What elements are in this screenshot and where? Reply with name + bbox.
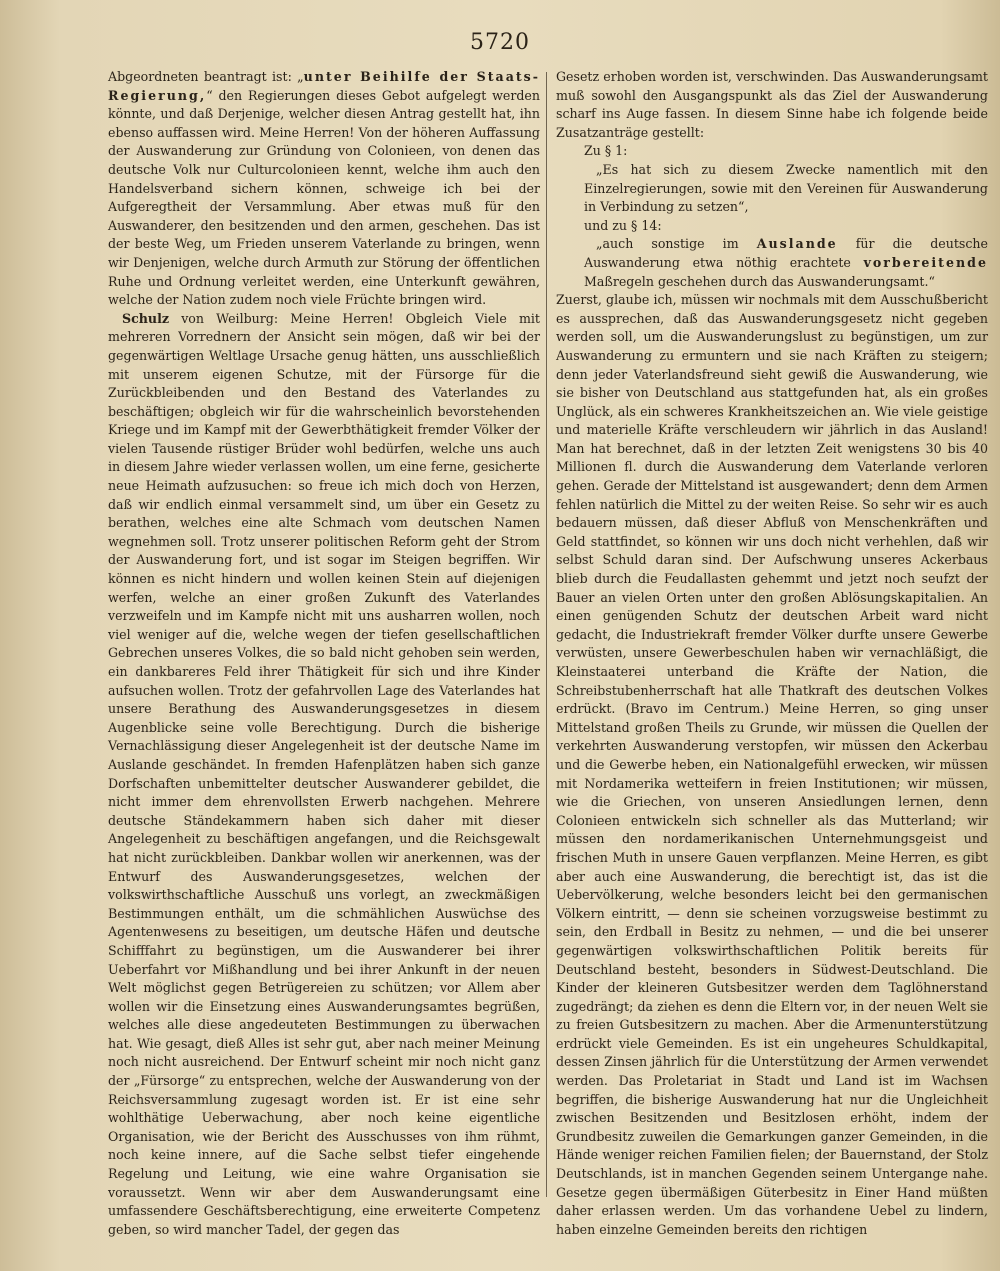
- amendment-quote: „Es hat sich zu diesem Zwecke namentlich mit den Einzelregierungen, sowie mit den Vereinen für Auswanderung in Verbindung zu setzen“,: [584, 161, 988, 215]
- emphasized-text: vorbereitende: [863, 254, 988, 270]
- emphasized-text: Auslande: [756, 236, 838, 252]
- amendment-label: und zu § 14:: [584, 217, 662, 233]
- text-run: „auch sonstige im: [596, 236, 757, 252]
- paragraph: [108, 310, 540, 1240]
- right-column: [556, 68, 988, 1237]
- text-run: “ den Regierungen dieses Gebot aufgelegt werden könnte, und daß Derjenige, welcher diesen Antrag gestellt hat, ihn ebenso auffassen wird. Meine Herren! Von der höheren Auffassung der Auswanderung zur Gründung von Colonieen, von denen das deutsche Volk nur Culturcolonieen kennt, welche ihm auch den Handelsverband sichern können, schweige ich bei der Aufgeregtheit der Versammlung. Aber etwas muß für den Auswanderer, den besitzenden und den armen, geschehen. Das ist der beste Weg, um Frieden unserem Vaterlande zu bringen, wenn wir Denjenigen, welche durch Armuth zur Störung der öffentlichen Ruhe und Ordnung verleitet werden, eine Unterkunft gewähren, welche der Nation zudem noch viele Früchte bringen wird.: [108, 87, 540, 308]
- text-run: von Weilburg: Meine Herren! Obgleich Viele mit mehreren Vorrednern der Ansicht sein mögen, daß wir bei der gegenwärtigen Weltlage Ursache genug hätten, uns ausschließlich mit unserem eigenen Schutze, mit der Fürsorge für die Zurückbleibenden und den Bestand des Vaterlandes zu beschäftigen; obgleich wir für die wahrscheinlich bevorstehenden Kriege und im Kampf mit der Gewerbthätigkeit fremder Völker der vielen Tausende rüstiger Brüder wohl bedürfen, welche uns auch in diesem Jahre wieder verlassen wollen, um eine ferne, gesicherte neue Heimath aufzusuchen: so freue ich mich doch von Herzen, daß wir endlich einmal versammelt sind, um über ein Gesetz zu berathen, welches eine alte Schmach vom deutschen Namen wegnehmen soll. Trotz unserer politischen Reform geht der Strom der Auswanderung fort, und ist sogar im Steigen begriffen. Wir können es nicht hindern und wollen keinen Stein auf diejenigen werfen, welche an einer großen Zukunft des Vaterlandes verzweifeln und im Kampfe nicht mit uns ausharren wollen, noch viel weniger auf die, welche wegen der tiefen gesellschaftlichen Gebrechen unseres Volkes, die so bald nicht gehoben sein werden, ein dankbareres Feld ihrer Thätigkeit für sich und ihre Kinder aufsuchen wollen. Trotz der gefahrvollen Lage des Vaterlandes hat unsere Berathung des Auswanderungsgesetzes in diesem Augenblicke seine volle Berechtigung. Durch die bisherige Vernachlässigung dieser Angelegenheit ist der deutsche Name im Auslande geschändet. In fremden Hafenplätzen haben sich ganze Dorfschaften unbemittelter deutscher Auswanderer gebildet, die nicht immer dem ehrenvollsten Erwerb nachgehen. Mehrere deutsche Ständekammern haben sich daher mit dieser Angelegenheit zu beschäftigen angefangen, und die Reichsgewalt hat nicht zurückbleiben. Dankbar wollen wir anerkennen, was der Entwurf des Auswanderungsgesetzes, welchen der volkswirthschaftliche Ausschuß uns vorlegt, an zweckmäßigen Bestimmungen enthält, um die schmählichen Auswüchse des Agentenwesens zu beseitigen, um deutsche Häfen und deutsche Schifffahrt zu begünstigen, um die Auswanderer bei ihrer Ueberfahrt vor Mißhandlung und bei ihrer Ankunft in der neuen Welt möglichst gegen Betrügereien zu schützen; vor Allem aber wollen wir die Einsetzung eines Auswanderungsamtes begrüßen, welches alle diese angedeuteten Bestimmungen zu überwachen hat. Wie gesagt, dieß Alles ist sehr gut, aber nach meiner Meinung noch nicht ausreichend. Der Entwurf scheint mir noch nicht ganz der „Fürsorge“ zu entsprechen, welche der Auswanderung von der Reichsversammlung zugesagt worden ist. Er ist eine sehr wohlthätige Ueberwachung, aber noch keine eigentliche Organisation, wie der Bericht des Ausschusses von ihm rühmt, noch keine innere, auf die Sache selbst tiefer eingehende Regelung und Leitung, wie eine wahre Organisation sie voraussetzt. Wenn wir aber dem Auswanderungsamt eine umfassendere Geschäftsberechtigung, eine erweiterte Competenz geben, so wird mancher Tadel, der gegen das: [108, 310, 540, 1237]
- text-run: für die deutsche Auswanderung etwa nöthig erachtete: [584, 236, 988, 270]
- emphasized-text: unter Beihilfe der Staats-Regierung,: [108, 69, 540, 103]
- text-run: Maßregeln geschehen durch das Auswanderungsamt.“: [584, 273, 935, 289]
- amendment-quote: [556, 235, 988, 291]
- column-divider: [546, 72, 547, 1197]
- speaker-name: Schulz: [122, 310, 170, 326]
- amendment-label: Zu § 1:: [584, 143, 628, 159]
- text-run: Abgeordneten beantragt ist: „: [108, 69, 304, 84]
- left-column: [108, 68, 540, 1237]
- paragraph: Zuerst, glaube ich, müssen wir nochmals mit dem Ausschußbericht es aussprechen, daß das Auswanderungsgesetz nicht gegeben werden soll, um die Auswanderungslust zu begünstigen, um zur Auswanderung zu ermuntern und sie nach Kräften zu steigern; denn jeder Vaterlandsfreund sieht gewiß die Auswanderung, wie sie bisher von Deutschland aus stattgefunden hat, als ein großes Unglück, als ein schweres Krankheitszeichen an. Wie viele geistige und materielle Kräfte verschleudern wir jährlich in das Ausland! Man hat berechnet, daß in der letzten Zeit wenigstens 30 bis 40 Millionen fl. durch die Auswanderung dem Vaterlande verloren gehen. Gerade der Mittelstand ist ausgewandert; denn dem Armen fehlen natürlich die Mittel zu der weiten Reise. So sehr wir es auch bedauern müssen, daß dieser Abfluß von Menschenkräften und Geld stattfindet, so können wir uns doch nicht verhehlen, daß wir selbst Schuld daran sind. Der Aufschwung unseres Ackerbaus blieb durch die Feudallasten gehemmt und jetzt noch seufzt der Bauer an vielen Orten unter den großen Ablösungskapitalien. An einen genügenden Schutz der deutschen Arbeit ward nicht gedacht, die Industriekraft fremder Völker durfte unsere Gewerbe verwüsten, unsere Gewerbeschulen haben wir vernachläßigt, die Kleinstaaterei unterband die Kräfte der Nation, die Schreibstubenherrschaft hat alle Thatkraft des deutschen Volkes erdrückt. (Bravo im Centrum.) Meine Herren, so ging unser Mittelstand großen Theils zu Grunde, wir müssen die Quellen der verkehrten Auswanderung verstopfen, wir müssen den Ackerbau und die Gewerbe heben, ein Nationalgefühl erwecken, wir müssen mit Nordamerika wetteifern in freien Institutionen; wir müssen, wie die Griechen, von unseren Ansiedlungen lernen, denn Colonieen entwickeln sich schneller als das Mutterland; wir müssen den nordamerikanischen Unternehmungsgeist und frischen Muth in unsere Gauen verpflanzen. Meine Herren, es gibt aber auch eine Auswanderung, die berechtigt ist, das ist die Uebervölkerung, welche besonders leicht bei den germanischen Völkern eintritt, — denn sie scheinen vorzugsweise bestimmt zu sein, den Erdball in Besitz zu nehmen, — und die bei unserer gegenwärtigen volkswirthschaftlichen Politik bereits für Deutschland besteht, besonders in Südwest-Deutschland. Die Kinder der kleineren Gutsbesitzer werden dem Taglöhnerstand zugedrängt; da ziehen es denn die Eltern vor, in der neuen Welt sie zu freien Gutsbesitzern zu machen. Aber die Armenunterstützung erdrückt viele Gemeinden. Es ist ein ungeheures Schuldkapital, dessen Zinsen jährlich für die Unterstützung der Armen verwendet werden. Das Proletariat in Stadt und Land ist im Wachsen begriffen, die bisherige Auswanderung hat nur die Ungleichheit zwischen Besitzenden und Besitzlosen erhöht, indem der Grundbesitz zuweilen die Gemarkungen ganzer Gemeinden, in die Hände weniger reichen Familien fielen; der Bauernstand, der Stolz Deutschlands, ist in manchen Gegenden seinem Untergange nahe. Gesetze gegen übermäßigen Güterbesitz in Einer Hand müßten daher erlassen werden. Um das vorhandene Uebel zu lindern, haben einzelne Gemeinden bereits den richtigen: [556, 292, 988, 1237]
- paragraph: Gesetz erhoben worden ist, verschwinden. Das Auswanderungsamt muß sowohl den Ausgangspunkt als das Ziel der Auswanderung scharf ins Auge fassen. In diesem Sinne habe ich folgende beide Zusatzanträge gestellt:: [556, 69, 988, 140]
- paragraph: [108, 68, 540, 310]
- page-number: 5720: [470, 30, 530, 55]
